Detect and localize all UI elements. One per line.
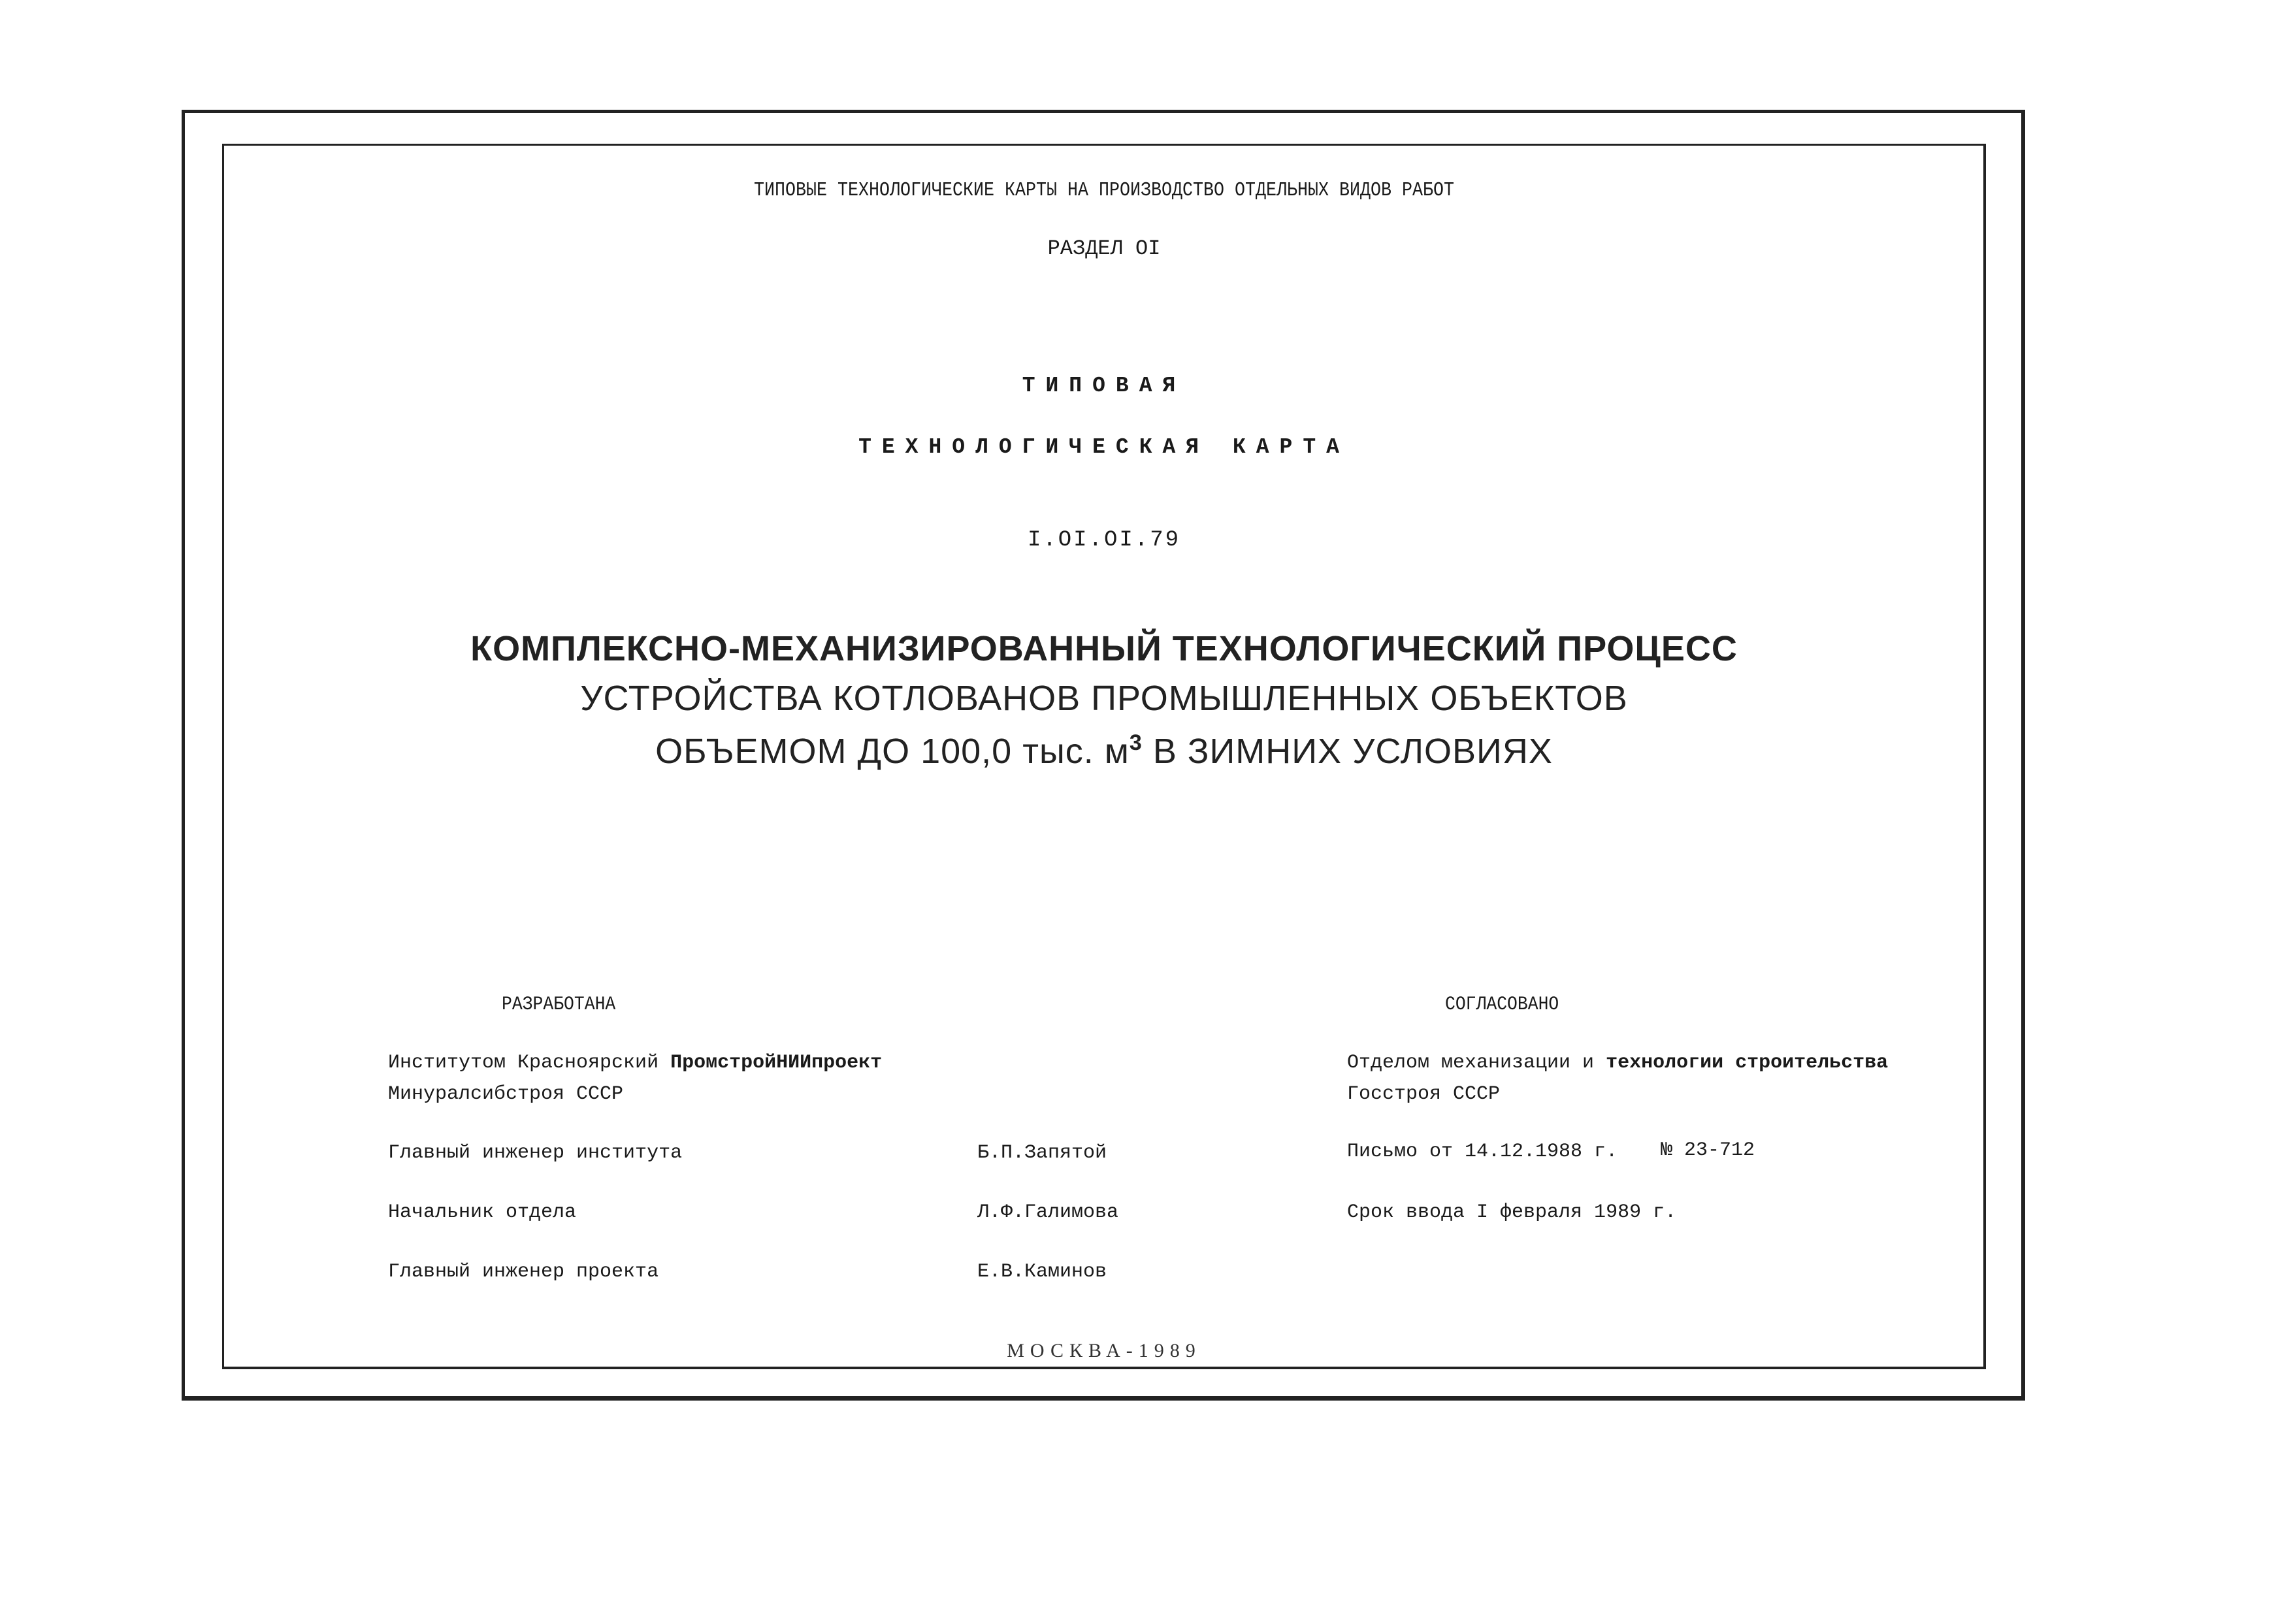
title-line3: [222, 732, 1986, 769]
agreed-heading: СОГЛАСОВАНО: [1445, 994, 1559, 1016]
agreed-org-line1: [1347, 1053, 1888, 1073]
agreed-effective-date: Срок ввода I февраля 1989 г.: [1347, 1201, 1677, 1224]
signatory-role: Начальник отдела: [388, 1201, 577, 1224]
developed-org-prefix: Институтом Красноярский: [388, 1052, 671, 1074]
developed-org-line1: [388, 1053, 882, 1073]
developed-org-line2: Минуралсибстроя СССР: [388, 1083, 624, 1105]
doc-type-line2: ТЕХНОЛОГИЧЕСКАЯ КАРТА: [858, 435, 1350, 459]
title-line3-prefix: ОБЪЕМОМ ДО 100,0 тыс. м: [655, 732, 1130, 771]
agreed-org-line2: Госстроя СССР: [1347, 1083, 1501, 1105]
title-line2: УСТРОЙСТВА КОТЛОВАНОВ ПРОМЫШЛЕННЫХ ОБЪЕКТОВ: [580, 679, 1628, 718]
signatory-role: Главный инженер института: [388, 1142, 683, 1164]
title-line3-suffix: В ЗИМНИХ УСЛОВИЯХ: [1142, 732, 1553, 771]
title-superscript: 3: [1129, 730, 1143, 755]
document-code: I.OI.OI.79: [1027, 528, 1181, 553]
signatory-name: Л.Ф.Галимова: [977, 1201, 1119, 1224]
doc-type-line1: ТИПОВАЯ: [1022, 374, 1186, 398]
signatory-name: Б.П.Запятой: [977, 1142, 1107, 1164]
signatory-name: Е.В.Каминов: [977, 1261, 1107, 1283]
agreed-org-prefix: Отделом механизации и: [1347, 1052, 1606, 1074]
agreed-org-bold: технологии строительства: [1606, 1052, 1889, 1074]
agreed-letter-number: № 23-712: [1661, 1139, 1755, 1161]
section-label: РАЗДЕЛ OI: [1047, 236, 1161, 261]
title-line1: КОМПЛЕКСНО-МЕХАНИЗИРОВАННЫЙ ТЕХНОЛОГИЧЕСКИЙ ПРОЦЕСС: [470, 629, 1738, 668]
agreed-letter: Письмо от 14.12.1988 г.: [1347, 1141, 1618, 1163]
developed-org-name: ПромстройНИИпроект: [670, 1052, 883, 1074]
series-title: ТИПОВЫЕ ТЕХНОЛОГИЧЕСКИЕ КАРТЫ НА ПРОИЗВОДСТВО ОТДЕЛЬНЫХ ВИДОВ РАБОТ: [754, 179, 1454, 202]
developed-heading: РАЗРАБОТАНА: [502, 994, 616, 1016]
signatory-role: Главный инженер проекта: [388, 1261, 659, 1283]
footer-city-year: МОСКВА-1989: [1007, 1340, 1201, 1361]
